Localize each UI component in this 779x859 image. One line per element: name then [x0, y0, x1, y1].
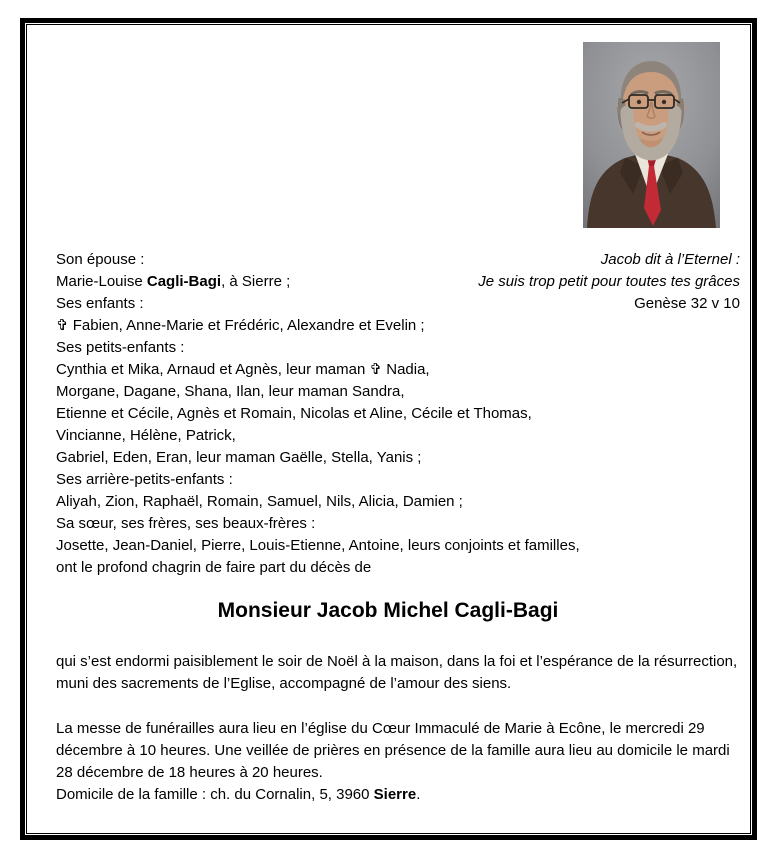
line-children-label-and-scripture-ref: [56, 293, 740, 315]
line-spouse-name-and-scripture-2: [56, 271, 740, 293]
grandchildren-label: Ses petits-enfants :: [56, 339, 185, 356]
spouse-surname-bold: Cagli-Bagi: [146, 273, 222, 290]
scripture-line-1: Jacob dit à l’Eternel :: [600, 251, 740, 268]
grandchildren-names-5: Gabriel, Eden, Eran, leur maman Gaëlle, Stella, Yanis ;: [56, 449, 422, 466]
notice-text-block: [56, 249, 740, 806]
portrait-illustration: [583, 42, 720, 228]
funeral-paragraph: La messe de funérailles aura lieu en l’église du Cœur Immaculé de Marie à Ecône, le mercredi 29 décembre à 10 heures. Une veillée de prières en présence de la famille aura lieu au domicile le mardi 28 décembre de 18 heures à 20 heures.: [56, 720, 730, 781]
announcement-line: ont le profond chagrin de faire part du décès de: [56, 559, 372, 576]
deceased-portrait-photo: [583, 42, 720, 228]
grandchildren-names-2: Morgane, Dagane, Shana, Ilan, leur maman Sandra,: [56, 383, 405, 400]
spouse-label: Son épouse :: [56, 251, 145, 268]
great-grandchildren-label: Ses arrière-petits-enfants :: [56, 471, 233, 488]
address-city-bold: Sierre: [373, 786, 417, 803]
line-spouse-and-scripture-1: [56, 249, 740, 271]
spouse-name: Marie-Louise Cagli-Bagi, à Sierre ;: [56, 273, 291, 290]
grandchildren-names-3: Etienne et Cécile, Agnès et Romain, Nicolas et Aline, Cécile et Thomas,: [56, 405, 532, 422]
family-address-line: Domicile de la famille : ch. du Cornalin, 5, 3960 Sierre.: [56, 786, 421, 803]
children-label: Ses enfants :: [56, 295, 144, 312]
great-grandchildren-names: Aliyah, Zion, Raphaël, Romain, Samuel, Nils, Alicia, Damien ;: [56, 493, 463, 510]
death-paragraph: qui s’est endormi paisiblement le soir de Noël à la maison, dans la foi et l’espérance de la résurrection, muni des sacrements de l’Eglise, accompagné de l’amour des siens.: [56, 653, 738, 692]
double-border-frame: [20, 18, 757, 840]
inner-border-line: [26, 24, 751, 834]
siblings-names: Josette, Jean-Daniel, Pierre, Louis-Etienne, Antoine, leurs conjoints et familles,: [56, 537, 580, 554]
scripture-reference: Genèse 32 v 10: [634, 295, 740, 312]
siblings-label: Sa sœur, ses frères, ses beaux-frères :: [56, 515, 316, 532]
grandchildren-names-1: Cynthia et Mika, Arnaud et Agnès, leur maman ✞ Nadia,: [56, 361, 430, 378]
grandchildren-names-4: Vincianne, Hélène, Patrick,: [56, 427, 236, 444]
deceased-name-title: Monsieur Jacob Michel Cagli-Bagi: [217, 599, 559, 622]
children-names: ✞ Fabien, Anne-Marie et Frédéric, Alexandre et Evelin ;: [56, 317, 425, 334]
scripture-line-2: Je suis trop petit pour toutes tes grâces: [478, 273, 740, 290]
